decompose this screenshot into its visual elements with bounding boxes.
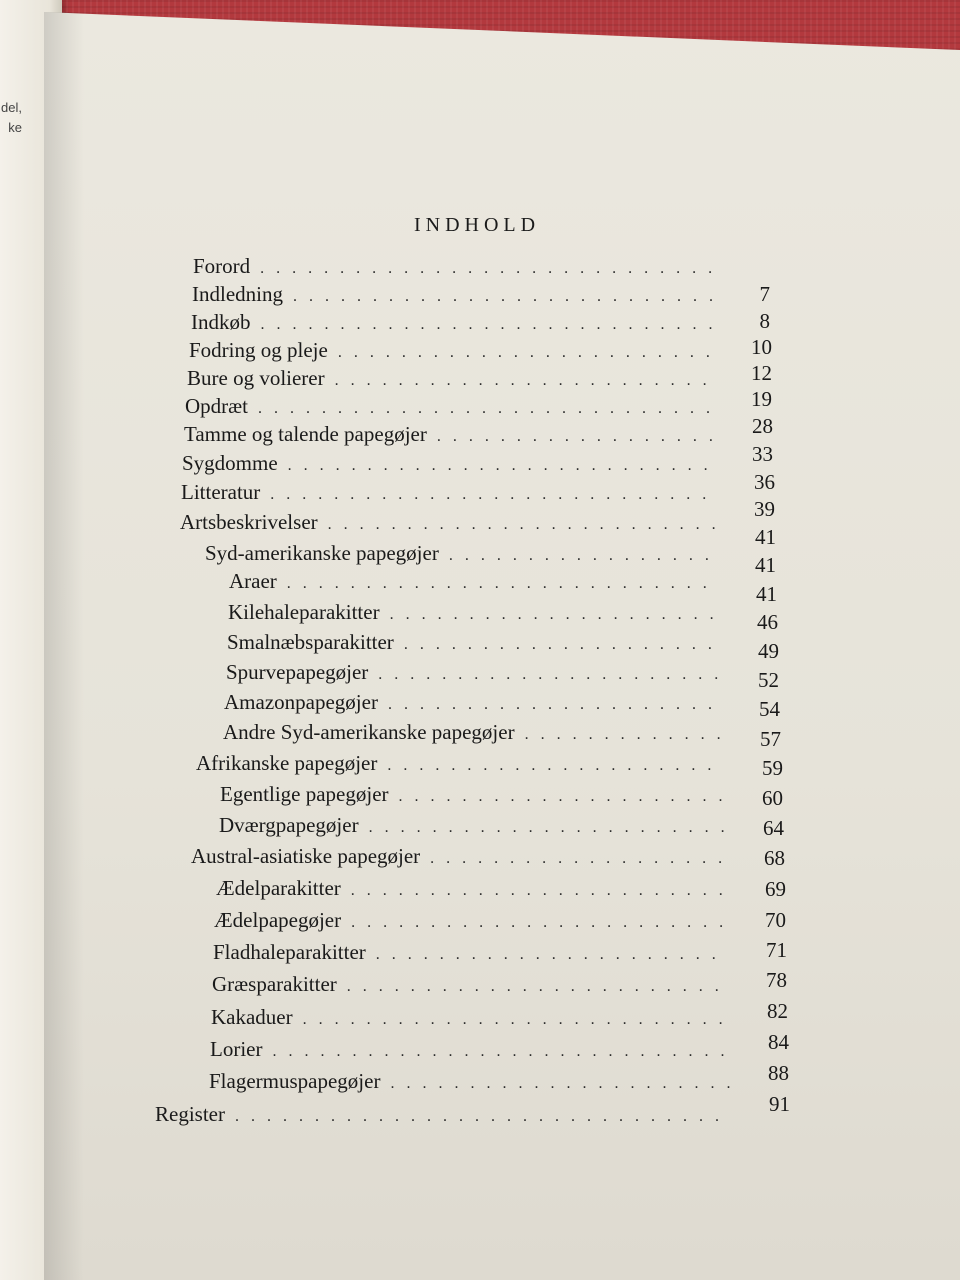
toc-leader-dots bbox=[404, 636, 720, 654]
toc-entry bbox=[223, 720, 731, 748]
toc-leader-dots bbox=[338, 344, 716, 362]
toc-leader-dots bbox=[369, 819, 724, 837]
toc-page-number: 41 bbox=[755, 553, 776, 577]
toc-page-number: 54 bbox=[759, 697, 780, 721]
toc-page-number: 57 bbox=[760, 727, 781, 751]
toc-page-number: 41 bbox=[756, 582, 777, 606]
toc-entry bbox=[193, 254, 726, 282]
toc-leader-dots bbox=[430, 850, 725, 868]
toc-entry-label: Sygdomme bbox=[182, 451, 278, 475]
toc-entry-label: Austral-asiatiske papegøjer bbox=[191, 844, 421, 868]
toc-page-number: 39 bbox=[754, 497, 775, 521]
toc-entry-label: Artsbeskrivelser bbox=[180, 510, 318, 534]
toc-entry-label: Indkøb bbox=[191, 310, 251, 334]
toc-leader-dots bbox=[388, 696, 721, 714]
toc-entry-label: Andre Syd-amerikanske papegøjer bbox=[223, 720, 515, 744]
toc-entry-label: Ædelpapegøjer bbox=[214, 908, 342, 932]
toc-entry-label: Araer bbox=[229, 569, 277, 593]
toc-entry bbox=[224, 690, 731, 718]
toc-entry-label: Lorier bbox=[210, 1037, 263, 1061]
toc-entry bbox=[228, 600, 729, 628]
toc-page-number: 19 bbox=[751, 387, 772, 411]
toc-entry bbox=[227, 630, 730, 658]
toc-leader-dots bbox=[390, 1075, 730, 1093]
toc-leader-dots bbox=[387, 757, 722, 775]
toc-entry-label: Dværgpapegøjer bbox=[219, 813, 359, 837]
toc-leader-dots bbox=[270, 486, 717, 504]
toc-page-number: 68 bbox=[764, 846, 785, 870]
toc-page-number: 49 bbox=[758, 639, 779, 663]
toc-leader-dots bbox=[351, 914, 726, 932]
toc-page-number: 59 bbox=[762, 756, 783, 780]
toc-page-number: 82 bbox=[767, 999, 788, 1023]
toc-leader-dots bbox=[449, 547, 718, 565]
toc-leader-dots bbox=[272, 1043, 729, 1061]
toc-leader-dots bbox=[347, 978, 728, 996]
toc-page-number: 84 bbox=[768, 1030, 789, 1054]
toc-leader-dots bbox=[261, 316, 718, 334]
toc-page-number: 70 bbox=[765, 908, 786, 932]
toc-entry-label: Amazonpapegøjer bbox=[224, 690, 378, 714]
toc-entry bbox=[180, 510, 728, 538]
toc-page-number: 33 bbox=[752, 442, 773, 466]
toc-leader-dots bbox=[399, 788, 723, 806]
toc-entry bbox=[226, 660, 730, 688]
toc-entry bbox=[214, 908, 736, 936]
toc-entry bbox=[191, 310, 727, 338]
toc-page-number: 8 bbox=[759, 309, 770, 333]
toc-page-number: 10 bbox=[751, 335, 772, 359]
toc-entry-label: Flagermuspapegøjer bbox=[209, 1069, 381, 1093]
toc-entry bbox=[211, 1005, 738, 1033]
toc-leader-dots bbox=[288, 457, 717, 475]
toc-leader-dots bbox=[376, 946, 727, 964]
toc-entry bbox=[187, 366, 727, 394]
toc-leader-dots bbox=[260, 260, 716, 278]
toc-leader-dots bbox=[303, 1011, 728, 1029]
toc-leader-dots bbox=[351, 882, 726, 900]
toc-entry bbox=[181, 480, 727, 508]
toc-entry-label: Ædelparakitter bbox=[216, 876, 341, 900]
toc-entry-label: Kilehaleparakitter bbox=[228, 600, 380, 624]
toc-entry bbox=[229, 569, 729, 597]
toc-leader-dots bbox=[258, 400, 717, 418]
toc-leader-dots bbox=[235, 1108, 731, 1126]
toc-page-number: 46 bbox=[757, 610, 778, 634]
toc-entry bbox=[205, 541, 728, 569]
previous-page-fragment: ke bbox=[8, 120, 22, 135]
toc-entry bbox=[182, 451, 727, 479]
toc-page-number: 12 bbox=[751, 361, 772, 385]
toc-page-number: 69 bbox=[765, 877, 786, 901]
toc-entry bbox=[212, 972, 738, 1000]
toc-entry-label: Egentlige papegøjer bbox=[220, 782, 389, 806]
toc-page-number: 36 bbox=[754, 470, 775, 494]
toc-page-number: 91 bbox=[769, 1092, 790, 1116]
toc-entry bbox=[210, 1037, 739, 1065]
toc-entry bbox=[185, 394, 727, 422]
toc-page-number: 52 bbox=[758, 668, 779, 692]
toc-entry bbox=[216, 876, 736, 904]
page-gutter-shadow bbox=[44, 12, 84, 1280]
toc-entry-label: Fodring og pleje bbox=[189, 338, 328, 362]
toc-leader-dots bbox=[335, 372, 717, 390]
page-title: INDHOLD bbox=[414, 214, 541, 236]
toc-entry bbox=[192, 282, 726, 310]
toc-entry-label: Forord bbox=[193, 254, 251, 278]
toc-entry-label: Syd-amerikanske papegøjer bbox=[205, 541, 439, 565]
toc-entry-label: Græsparakitter bbox=[212, 972, 337, 996]
toc-page-number: 60 bbox=[762, 786, 783, 810]
toc-entry bbox=[191, 844, 735, 872]
toc-leader-dots bbox=[287, 575, 719, 593]
toc-leader-dots bbox=[293, 288, 716, 306]
toc-entry-label: Kakaduer bbox=[211, 1005, 293, 1029]
toc-page-number: 78 bbox=[766, 968, 787, 992]
toc-entry bbox=[209, 1069, 740, 1097]
toc-page-number: 71 bbox=[766, 938, 787, 962]
toc-leader-dots bbox=[328, 516, 718, 534]
toc-leader-dots bbox=[525, 726, 721, 744]
toc-page-number: 88 bbox=[768, 1061, 789, 1085]
toc-leader-dots bbox=[437, 428, 717, 446]
toc-leader-dots bbox=[390, 606, 719, 624]
toc-page-number: 28 bbox=[752, 414, 773, 438]
toc-entry bbox=[184, 422, 727, 450]
previous-page-text bbox=[0, 98, 22, 138]
toc-entry-label: Tamme og talende papegøjer bbox=[184, 422, 427, 446]
toc-entry-label: Litteratur bbox=[181, 480, 261, 504]
toc-entry-label: Opdræt bbox=[185, 394, 248, 418]
toc-page-number: 7 bbox=[759, 282, 770, 306]
toc-leader-dots bbox=[378, 666, 720, 684]
toc-entry-label: Register bbox=[155, 1102, 225, 1126]
toc-entry-label: Spurvepapegøjer bbox=[226, 660, 369, 684]
toc-entry-label: Smalnæbsparakitter bbox=[227, 630, 394, 654]
toc-page-number: 64 bbox=[763, 816, 784, 840]
toc-entry bbox=[219, 813, 734, 841]
toc-entry-label: Bure og volierer bbox=[187, 366, 325, 390]
toc-entry bbox=[155, 1102, 741, 1130]
toc-entry-label: Fladhaleparakitter bbox=[213, 940, 366, 964]
toc-entry bbox=[220, 782, 733, 810]
previous-page-fragment: del, bbox=[1, 100, 22, 115]
toc-entry-label: Indledning bbox=[192, 282, 283, 306]
toc-entry bbox=[196, 751, 732, 779]
toc-page-number: 41 bbox=[755, 525, 776, 549]
toc-entry-label: Afrikanske papegøjer bbox=[196, 751, 378, 775]
toc-entry bbox=[189, 338, 726, 366]
toc-entry bbox=[213, 940, 737, 968]
